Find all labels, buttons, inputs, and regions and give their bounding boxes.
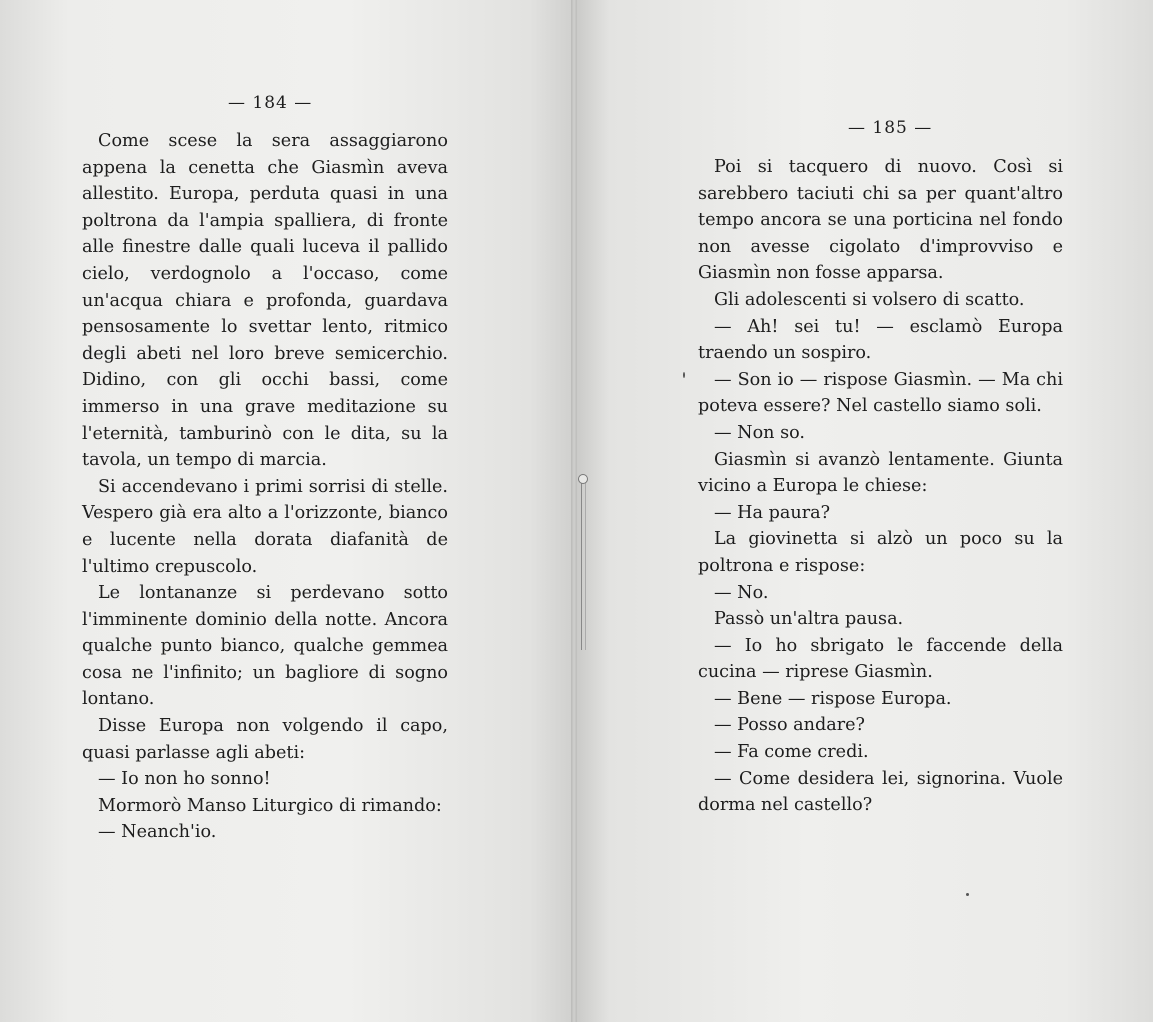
paragraph: — Ah! sei tu! — esclamò Europa traendo un sospiro.	[698, 316, 1063, 364]
right-page	[575, 0, 1153, 1022]
paragraph: — Fa come credi.	[714, 742, 869, 763]
paragraph: — Come desidera lei, signorina. Vuole dorma nel castello?	[698, 768, 1063, 816]
paragraph: Come scese la sera assaggiarono appena la cenetta che Giasmìn aveva allestito. Europa, perduta quasi in una poltrona da l'ampia spalliera, di fronte alle finestre dalle quali luceva il pallido cielo, verdognolo a l'occaso, come un'acqua chiara e profonda, guardava pensosamente lo svettar lento, ritmico degli abeti nel loro breve semicerchio. Didino, con gli occhi bassi, come immerso in una grave meditazione su l'eternità, tamburinò con le dita, su la tavola, un tempo di marcia.	[82, 131, 448, 471]
page-text	[82, 128, 448, 846]
book-gutter	[571, 0, 577, 1022]
paragraph: Disse Europa non volgendo il capo, quasi parlasse agli abeti:	[82, 716, 448, 763]
paragraph: — Bene — rispose Europa.	[714, 688, 952, 709]
paragraph: — Son io — rispose Giasmìn. — Ma chi poteva essere? Nel castello siamo soli.	[698, 369, 1063, 417]
page-number: — 184 —	[228, 93, 313, 113]
paragraph: Si accendevano i primi sorrisi di stelle. Vespero già era alto a l'orizzonte, bianco e lucente nella dorata diafanità de l'ultimo crepuscolo.	[82, 476, 448, 577]
paragraph: — Non so.	[714, 422, 806, 443]
paragraph: Giasmìn si avanzò lentamente. Giunta vicino a Europa le chiese:	[698, 449, 1063, 497]
paragraph: Le lontananze si perdevano sotto l'imminente dominio della notte. Ancora qualche punto bianco, qualche gemmea cosa ne l'infinito; un bagliore di sogno lontano.	[82, 583, 448, 710]
paper-speck	[683, 372, 685, 378]
bookmark-ribbon	[581, 478, 586, 650]
left-page	[0, 0, 575, 1022]
paragraph: — Neanch'io.	[98, 822, 217, 843]
paragraph: — No.	[714, 582, 769, 603]
page-text	[698, 154, 1063, 819]
paragraph: Poi si tacquero di nuovo. Così si sarebbero taciuti chi sa per quant'altro tempo ancora se una porticina nel fondo non avesse cigolato d'improvviso e Giasmìn non fosse apparsa.	[698, 157, 1063, 284]
paragraph: Passò un'altra pausa.	[714, 609, 904, 630]
page-number: — 185 —	[848, 118, 933, 138]
paragraph: Gli adolescenti si volsero di scatto.	[714, 289, 1025, 310]
paragraph: — Io ho sbrigato le faccende della cucina — riprese Giasmìn.	[698, 635, 1063, 683]
paragraph: La giovinetta si alzò un poco su la poltrona e rispose:	[698, 529, 1063, 576]
paragraph: — Ha paura?	[714, 502, 831, 523]
paragraph: — Io non ho sonno!	[98, 769, 271, 790]
paragraph: — Posso andare?	[714, 715, 865, 736]
paragraph: Mormorò Manso Liturgico di rimando:	[98, 795, 442, 816]
paper-speck	[966, 893, 969, 896]
